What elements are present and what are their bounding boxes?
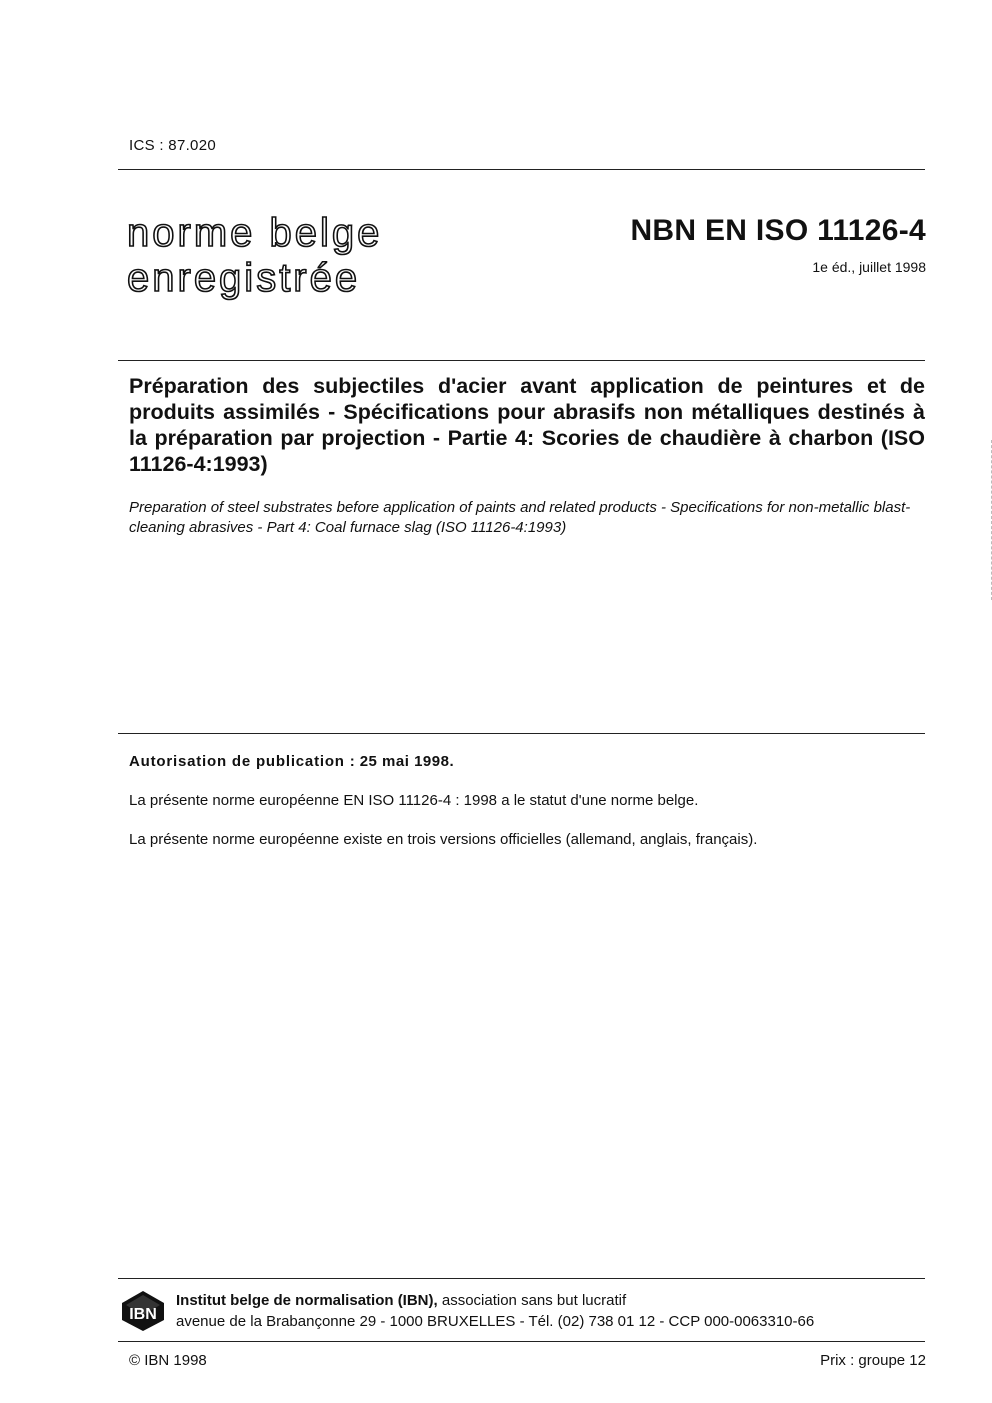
ibn-logo-text: IBN [129, 1306, 157, 1323]
status-paragraph: La présente norme européenne EN ISO 11126-4 : 1998 a le statut d'une norme belge. [129, 792, 699, 809]
ics-code: ICS : 87.020 [129, 137, 216, 154]
copyright: © IBN 1998 [129, 1352, 207, 1369]
edition-date: 1e éd., juillet 1998 [812, 259, 926, 275]
title-english: Preparation of steel substrates before application of paints and related products - Specifications for non-metallic blast-cleaning abrasives - Part 4: Coal furnace slag (ISO 11126-4:1993) [129, 499, 911, 536]
authorization-date: 25 mai 1998. [359, 753, 455, 770]
top-divider [118, 169, 925, 170]
title-divider [118, 360, 925, 361]
footer-divider [118, 1278, 925, 1279]
institute-name: Institut belge de normalisation (IBN), [176, 1292, 438, 1309]
institute-address: avenue de la Brabançonne 29 - 1000 BRUXELLES - Tél. (02) 738 01 12 - CCP 000-0063310-66 [176, 1313, 815, 1330]
ibn-logo-icon [121, 1290, 165, 1332]
price-group: Prix : groupe 12 [820, 1352, 926, 1369]
institute-line [176, 1292, 626, 1309]
title-french: Préparation des subjectiles d'acier avant application de peintures et de produits assimilés - Spécifications pour abrasifs non métalliques destinés à la préparation par projection - Partie 4: Scories de chaudière à charbon (ISO 11126-4:1993) [129, 374, 925, 476]
brand-line-1: norme belge [127, 211, 383, 255]
bottom-divider [118, 1341, 925, 1342]
institute-type: association sans but lucratif [441, 1292, 627, 1309]
publication-authorization [129, 753, 454, 770]
standard-number: NBN EN ISO 11126-4 [630, 214, 926, 247]
authorization-label: Autorisation de publication : [129, 753, 356, 770]
versions-paragraph: La présente norme européenne existe en trois versions officielles (allemand, anglais, français). [129, 831, 758, 848]
brand-line-2: enregistrée [127, 256, 361, 300]
publication-divider [118, 733, 925, 734]
